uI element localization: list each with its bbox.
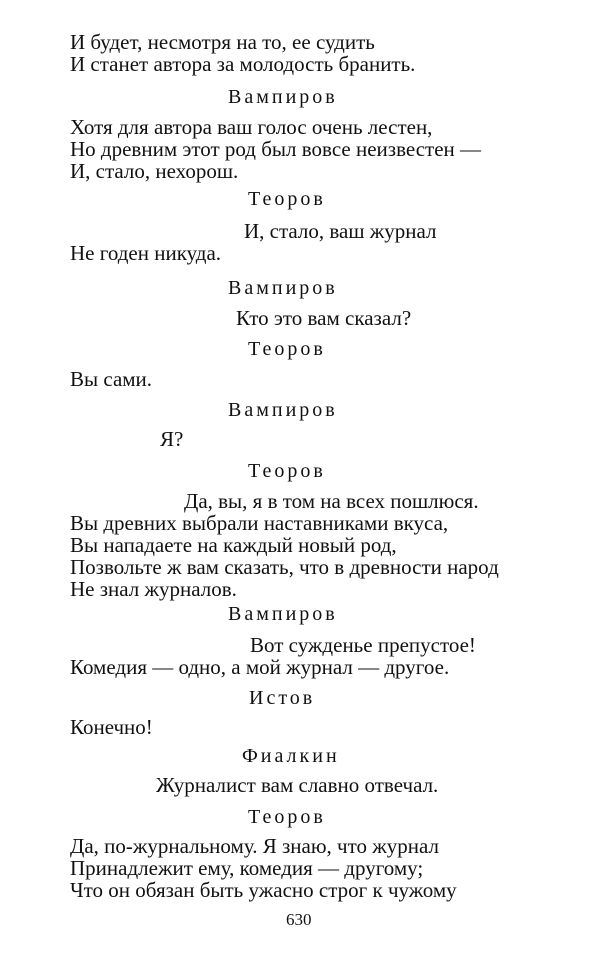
verse-line: Вы древних выбрали наставниками вкуса, bbox=[70, 511, 449, 535]
verse-line: И, стало, нехорош. bbox=[70, 159, 239, 183]
speaker-name: Вампиров bbox=[228, 86, 338, 108]
speaker-name: Вампиров bbox=[228, 603, 338, 625]
verse-line: Не знал журналов. bbox=[70, 577, 237, 601]
verse-line: Не годен никуда. bbox=[70, 241, 222, 265]
verse-line: Конечно! bbox=[70, 715, 153, 739]
speaker-name: Теоров bbox=[248, 338, 326, 360]
speaker-name: Теоров bbox=[248, 188, 326, 210]
verse-line: Вы нападаете на каждый новый род, bbox=[70, 533, 397, 557]
speaker-name: Теоров bbox=[248, 806, 326, 828]
verse-line: И станет автора за молодость бранить. bbox=[70, 52, 416, 76]
verse-line: Журналист вам славно отвечал. bbox=[156, 773, 439, 797]
speaker-name: Теоров bbox=[248, 460, 326, 482]
verse-line: Я? bbox=[160, 427, 184, 451]
verse-line: Комедия — одно, а мой журнал — другое. bbox=[70, 655, 450, 679]
verse-line: Что он обязан быть ужасно строг к чужому bbox=[70, 878, 457, 902]
verse-line: Но древним этот род был вовсе неизвестен — bbox=[70, 137, 482, 161]
speaker-name: Фиалкин bbox=[242, 745, 340, 767]
verse-line: Кто это вам сказал? bbox=[236, 306, 412, 330]
verse-line: Принадлежит ему, комедия — другому; bbox=[70, 856, 424, 880]
verse-line: И, стало, ваш журнал bbox=[244, 219, 437, 243]
speaker-name: Истов bbox=[249, 687, 316, 709]
speaker-name: Вампиров bbox=[228, 399, 338, 421]
verse-line: Вы сами. bbox=[70, 367, 153, 391]
verse-line: Хотя для автора ваш голос очень лестен, bbox=[70, 115, 433, 139]
verse-line: И будет, несмотря на то, ее судить bbox=[70, 30, 375, 54]
verse-line: Да, вы, я в том на всех пошлюся. bbox=[184, 489, 479, 513]
speaker-name: Вампиров bbox=[228, 277, 338, 299]
verse-line: Да, по-журнальному. Я знаю, что журнал bbox=[70, 834, 439, 858]
verse-line: Позвольте ж вам сказать, что в древности народ bbox=[70, 555, 499, 579]
verse-line: Вот сужденье препустое! bbox=[250, 633, 476, 657]
page-number: 630 bbox=[286, 910, 312, 929]
